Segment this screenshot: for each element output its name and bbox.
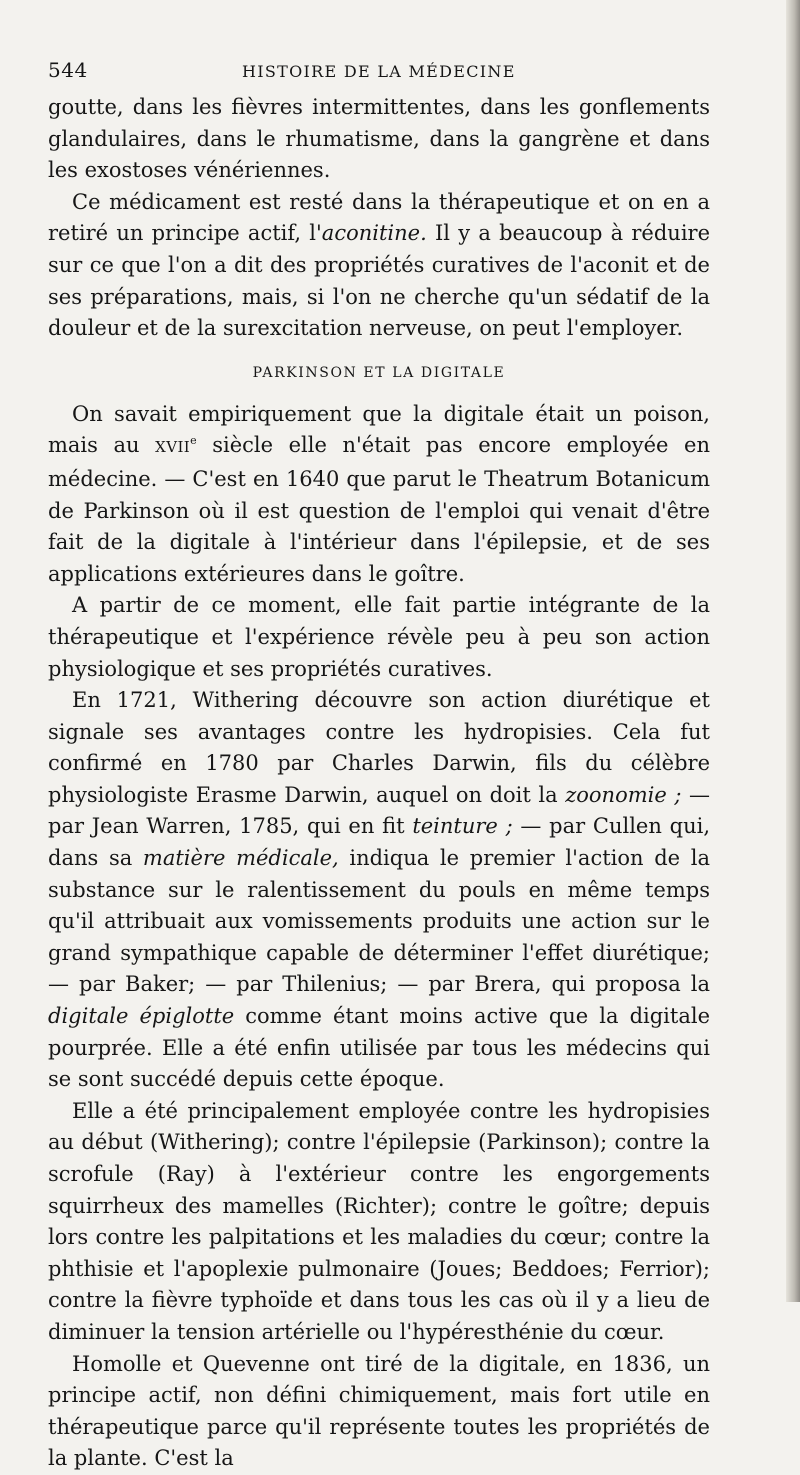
teinture-term: teinture ; <box>412 814 513 839</box>
para5-text-5: comme étant moins active que la digitale pourprée. Elle a été enfin utilisée par tous les médecins qui se sont succédé depuis cette époque. <box>48 1004 710 1092</box>
para5-text-1: En 1721, Withering découvre son action diurétique et signale ses avantages contre les hydropisies. Cela fut confirmé en 1780 par Charles Darwin, fils du célèbre physiologiste Erasme Darwin, auquel on doit la <box>48 688 710 807</box>
para4-text: A partir de ce moment, elle fait partie intégrante de la thérapeutique et l'expérience révèle peu à peu son action physiologique et ses propriétés curatives. <box>48 593 710 681</box>
matiere-medicale-term: matière médicale, <box>142 846 339 871</box>
page-content <box>48 58 710 1475</box>
para5-text-3: — par Cullen qui, dans sa <box>48 814 710 871</box>
paragraph-aconitine <box>48 187 710 345</box>
para2-text-before: Ce médicament est resté dans la thérapeutique et on en a retiré un principe actif, l' <box>48 189 710 246</box>
paragraph-usages <box>48 1096 710 1349</box>
para2-text-after: Il y a beaucoup à réduire sur ce que l'on a dit des propriétés curatives de l'aconit et de ses préparations, mais, si l'on ne cherche qu'un sédatif de la douleur et de la surexcitation nerveuse, on peut l'employer. <box>48 221 710 341</box>
paragraph-continuation <box>48 92 710 187</box>
para6-text: Elle a été principalement employée contre les hydropisies au début (Withering); contre l'épilepsie (Parkinson); contre la scrofule (Ray) à l'extérieur contre les engorgements squirrheux des mamelles (Richter); contre le goître; depuis lors contre les palpitations et les maladies du cœur; contre la phthisie et l'apoplexie pulmonaire (Joues; Beddoes; Ferrior); contre la fièvre typhoïde et dans tous les cas où il y a lieu de diminuer la tension artérielle ou l'hypéresthénie du cœur. <box>48 1098 710 1344</box>
para3-text-before: On savait empiriquement que la digitale était un poison, mais au <box>48 401 710 458</box>
zoonomie-term: zoonomie ; <box>565 782 682 807</box>
aconitine-term: aconitine. <box>321 221 427 246</box>
page-number: 544 <box>48 58 88 82</box>
paragraph-digitale-intro <box>48 399 710 591</box>
para3-text-after: siècle elle n'était pas encore employée en médecine. — C'est en 1640 que parut le Theatrum Botanicum de Parkinson où il est question de l'emploi qui venait d'être fait de la digitale à l'intérieur dans l'épilepsie, et de ses applications extérieures dans le goître. <box>48 433 711 586</box>
section-heading: PARKINSON ET LA DIGITALE <box>252 364 506 381</box>
para5-text-2: — par Jean Warren, 1785, qui en fit <box>48 782 710 839</box>
paragraph-withering <box>48 685 710 1096</box>
digitale-epiglotte-term: digitale épiglotte <box>48 1004 235 1029</box>
century-numeral: XVII <box>155 438 191 457</box>
page-edge-shadow <box>786 0 800 1302</box>
para5-text-4: indiqua le premier l'action de la substance sur le ralentissement du pouls en même temps qu'il attribuait aux vomissements produits une action sur le grand sympathique capable de déterminer l'effet diurétique; — par Baker; — par Thilenius; — par Brera, qui proposa la <box>48 846 710 997</box>
paragraph-homolle <box>48 1349 710 1475</box>
running-header <box>48 58 710 92</box>
para1-text: goutte, dans les fièvres intermittentes, dans les gonflements glandulaires, dans le rhumatisme, dans la gangrène et dans les exostoses vénériennes. <box>48 95 710 183</box>
running-title: HISTOIRE DE LA MÉDECINE <box>241 62 516 81</box>
para7-text: Homolle et Quevenne ont tiré de la digitale, en 1836, un principe actif, non défini chimiquement, mais fort utile en thérapeutique parce qu'il représente toutes les propriétés de la plante. C'est la <box>48 1351 710 1471</box>
century-superscript: e <box>190 434 197 448</box>
paragraph-therapeutique <box>48 590 710 685</box>
